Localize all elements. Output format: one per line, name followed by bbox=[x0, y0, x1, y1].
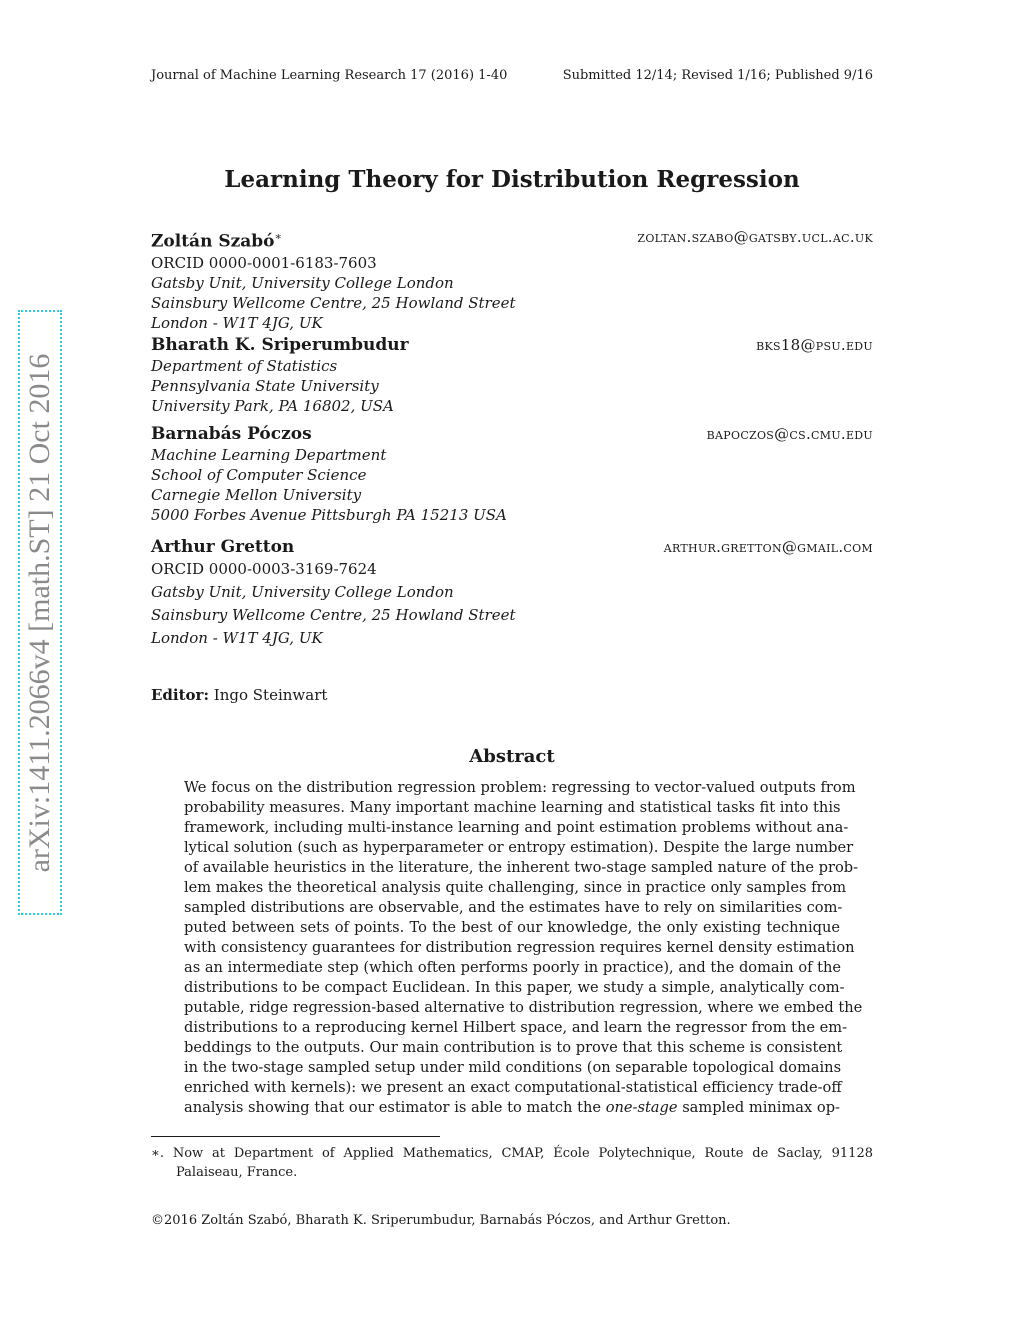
abstract-emphasis: one-stage bbox=[605, 1099, 678, 1116]
author-affiliation: Machine Learning Department bbox=[151, 446, 387, 464]
author-email: arthur.gretton@gmail.com bbox=[663, 538, 873, 556]
abstract-line: distributions to be compact Euclidean. In this paper, we study a simple, analytically com- bbox=[184, 979, 845, 996]
author-affiliation: London - W1T 4JG, UK bbox=[151, 313, 323, 332]
abstract-body bbox=[184, 778, 863, 1118]
footnote-marker: ∗ bbox=[274, 230, 283, 243]
author-affiliation: Sainsbury Wellcome Centre, 25 Howland Street bbox=[151, 293, 516, 312]
abstract-line: lem makes the theoretical analysis quite challenging, since in practice only samples from bbox=[184, 879, 847, 896]
author-affiliation: Pennsylvania State University bbox=[151, 377, 379, 395]
abstract-line-last bbox=[184, 1098, 840, 1118]
author-affiliation: School of Computer Science bbox=[151, 466, 367, 484]
author-email: zoltan.szabo@gatsby.ucl.ac.uk bbox=[637, 228, 873, 246]
abstract-line: sampled distributions are observable, and the estimates have to rely on similarities com- bbox=[184, 899, 843, 916]
abstract-line: putable, ridge regression-based alternative to distribution regression, where we embed the bbox=[184, 999, 863, 1016]
author-affiliation: Sainsbury Wellcome Centre, 25 Howland Street bbox=[151, 606, 516, 624]
abstract-line: enriched with kernels): we present an exact computational-statistical efficiency trade-off bbox=[184, 1079, 842, 1096]
abstract-text: sampled minimax op- bbox=[677, 1099, 840, 1116]
author-1 bbox=[151, 226, 873, 333]
abstract-line: beddings to the outputs. Our main contribution is to prove that this scheme is consistent bbox=[184, 1039, 843, 1056]
arxiv-stamp bbox=[18, 310, 62, 915]
author-affiliation: Gatsby Unit, University College London bbox=[151, 583, 454, 601]
author-affiliation: Gatsby Unit, University College London bbox=[151, 273, 454, 292]
editor-name: Ingo Steinwart bbox=[213, 686, 328, 704]
abstract-heading: Abstract bbox=[469, 746, 555, 767]
abstract-line: puted between sets of points. To the best of our knowledge, the only existing technique bbox=[184, 919, 840, 936]
author-affiliation: Carnegie Mellon University bbox=[151, 486, 362, 504]
editor-line bbox=[151, 686, 327, 704]
arxiv-id: arXiv:1411.2066v4 [math.ST] 21 Oct 2016 bbox=[23, 353, 56, 872]
author-orcid: ORCID 0000-0001-6183-7603 bbox=[151, 253, 377, 272]
author-affiliation: University Park, PA 16802, USA bbox=[151, 397, 394, 415]
footnote-rule bbox=[151, 1136, 440, 1137]
author-email: bks18@psu.edu bbox=[756, 336, 873, 354]
editor-label: Editor: bbox=[151, 686, 209, 704]
footnote-line: Palaiseau, France. bbox=[176, 1165, 298, 1180]
abstract-line: framework, including multi-instance learning and point estimation problems without ana- bbox=[184, 819, 849, 836]
author-name: Bharath K. Sriperumbudur bbox=[151, 335, 409, 355]
footnote-mark: ∗. bbox=[151, 1146, 164, 1161]
paper-title: Learning Theory for Distribution Regression bbox=[224, 166, 800, 193]
abstract-line: with consistency guarantees for distribution regression requires kernel density estimation bbox=[184, 939, 855, 956]
author-affiliation: Department of Statistics bbox=[151, 357, 338, 375]
journal-header: Journal of Machine Learning Research 17 (2016) 1-40 bbox=[151, 68, 508, 83]
abstract-line: as an intermediate step (which often performs poorly in practice), and the domain of the bbox=[184, 959, 842, 976]
author-4 bbox=[151, 536, 873, 650]
submission-dates: Submitted 12/14; Revised 1/16; Published 9/16 bbox=[562, 68, 873, 83]
author-name: Zoltán Szabó∗ bbox=[151, 230, 283, 252]
abstract-line: of available heuristics in the literature, the inherent two-stage sampled nature of the prob- bbox=[184, 859, 859, 876]
author-email: bapoczos@cs.cmu.edu bbox=[706, 425, 873, 443]
author-3 bbox=[151, 423, 873, 525]
copyright: ©2016 Zoltán Szabó, Bharath K. Sriperumbudur, Barnabás Póczos, and Arthur Gretton. bbox=[151, 1213, 731, 1228]
author-name: Barnabás Póczos bbox=[151, 424, 312, 444]
author-affiliation: London - W1T 4JG, UK bbox=[151, 629, 323, 647]
author-2 bbox=[151, 334, 873, 416]
footnote-line bbox=[151, 1144, 873, 1163]
author-affiliation: 5000 Forbes Avenue Pittsburgh PA 15213 USA bbox=[151, 506, 507, 524]
abstract-line: in the two-stage sampled setup under mild conditions (on separable topological domains bbox=[184, 1059, 842, 1076]
abstract-text: analysis showing that our estimator is able to match the bbox=[184, 1099, 606, 1116]
abstract-line: lytical solution (such as hyperparameter or entropy estimation). Despite the large number bbox=[184, 839, 854, 856]
footnote-text: Now at Department of Applied Mathematics, CMAP, École Polytechnique, Route de Saclay, 91128 bbox=[172, 1146, 873, 1161]
author-name: Arthur Gretton bbox=[151, 537, 295, 557]
abstract-line: distributions to a reproducing kernel Hilbert space, and learn the regressor from the em- bbox=[184, 1019, 848, 1036]
abstract-line: probability measures. Many important machine learning and statistical tasks fit into this bbox=[184, 799, 841, 816]
footnote bbox=[151, 1144, 873, 1182]
author-orcid: ORCID 0000-0003-3169-7624 bbox=[151, 560, 377, 578]
abstract-line: We focus on the distribution regression problem: regressing to vector-valued outputs from bbox=[184, 779, 856, 796]
